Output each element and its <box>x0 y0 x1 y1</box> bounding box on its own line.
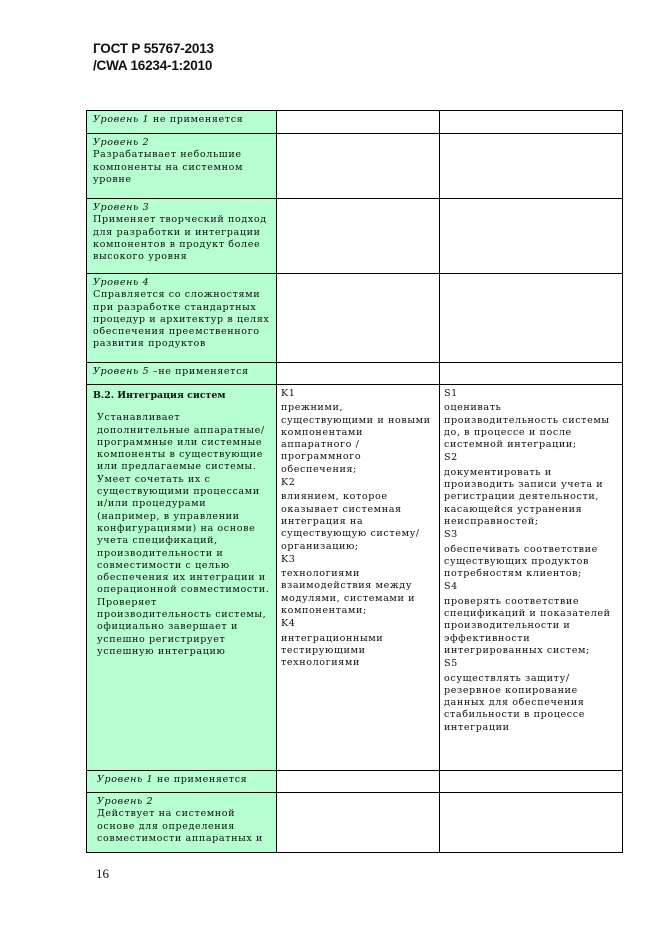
level-text: Действует на системной основе для определения совместимости аппаратных и <box>97 808 264 844</box>
knowledge-code: K1 <box>281 388 296 399</box>
skills-cell <box>440 385 623 771</box>
competence-table <box>86 110 623 853</box>
empty-cell <box>440 134 623 199</box>
empty-cell <box>277 363 440 385</box>
empty-cell <box>277 793 440 853</box>
skill-text: проверять соответствие спецификаций и показателей производительности и эффективности интегрированных систем; <box>444 595 611 656</box>
skill-code: S3 <box>444 529 458 541</box>
table-row <box>87 771 623 793</box>
level-text: Справляется со сложностями при разработке стандартных процедур и архитектур в целях обеспечения преемственного развития продуктов <box>93 289 270 350</box>
level-cell <box>87 111 277 134</box>
level-label: Уровень 2 <box>93 137 150 148</box>
empty-cell <box>440 771 623 793</box>
table-row <box>87 111 623 134</box>
standard-reference: /CWA 16234-1:2010 <box>93 58 213 73</box>
knowledge-text: технологиями взаимодействия между модулями, системами и компонентами; <box>281 568 416 617</box>
knowledge-text: интеграционными тестирующими технологиями <box>281 632 384 669</box>
level-cell <box>87 274 277 363</box>
empty-cell <box>440 274 623 363</box>
section-title: B.2. Интеграция систем <box>93 390 226 401</box>
standard-number: ГОСТ Р 55767-2013 <box>93 41 214 56</box>
skill-text: оценивать производительность системы до, в процессе и после системной интеграции; <box>444 402 610 451</box>
level-text: Применяет творческий подход для разработки и интеграции компонентов в продукт более высокого уровня <box>93 214 267 263</box>
level-label: Уровень 2 <box>97 796 154 807</box>
empty-cell <box>277 134 440 199</box>
level-label: Уровень 5 <box>93 366 150 377</box>
skill-code: S2 <box>444 452 458 464</box>
empty-cell <box>440 363 623 385</box>
level-label: Уровень 1 <box>93 114 150 125</box>
empty-cell <box>277 274 440 363</box>
knowledge-text: прежними, существующими и новыми компонентами аппаратного / программного обеспечения; <box>281 402 431 475</box>
table-row <box>87 199 623 274</box>
skill-text: осуществлять защиту/резервное копирование данных для обеспечения стабильности в процессе интеграции <box>444 672 586 733</box>
level-cell <box>87 199 277 274</box>
skill-code: S4 <box>444 581 458 593</box>
knowledge-code: K4 <box>281 618 296 630</box>
table-row <box>87 363 623 385</box>
table-row <box>87 274 623 363</box>
page-number: 16 <box>96 866 109 881</box>
empty-cell <box>277 771 440 793</box>
level-cell <box>87 363 277 385</box>
level-cell <box>87 771 277 793</box>
level-text: не применяется <box>153 774 248 785</box>
level-label: Уровень 3 <box>93 202 150 213</box>
knowledge-cell <box>277 385 440 771</box>
skill-code: S1 <box>444 388 458 399</box>
level-cell <box>87 793 277 853</box>
empty-cell <box>440 793 623 853</box>
empty-cell <box>440 111 623 134</box>
section-cell <box>87 385 277 771</box>
knowledge-text: влиянием, которое оказывает системная интеграция на существующую систему/организацию; <box>281 491 420 552</box>
level-cell <box>87 134 277 199</box>
knowledge-code: K2 <box>281 477 296 489</box>
level-label: Уровень 4 <box>93 277 150 288</box>
level-text: –не применяется <box>149 366 249 377</box>
empty-cell <box>277 199 440 274</box>
document-header <box>93 40 214 74</box>
knowledge-code: K3 <box>281 553 296 565</box>
empty-cell <box>277 111 440 134</box>
level-text: не применяется <box>149 114 244 125</box>
empty-cell <box>440 199 623 274</box>
table-row <box>87 793 623 853</box>
section-description: Устанавливает дополнительные аппаратные/программные или системные компоненты в существующие или предлагаемые системы. Умеет сочетать их с существующими процессами и/или процедурами (например, в управлении конфигурациями) на основе учета спецификаций, производительности и совместимости с целью обеспечения их интеграции и операционной совместимости. Проверяет производительность системы, официально завершает и успешно регистрирует успешную интеграцию <box>97 412 270 657</box>
skill-text: документировать и производить записи учета и регистрации деятельности, касающейся устранения неисправностей; <box>444 466 604 527</box>
skill-code: S5 <box>444 658 458 670</box>
level-label: Уровень 1 <box>97 774 154 785</box>
table-row-section <box>87 385 623 771</box>
level-text: Разрабатывает небольшие компоненты на системном уровне <box>93 149 244 185</box>
skill-text: обеспечивать соответствие существующих продуктов потребностям клиентов; <box>444 543 598 580</box>
table-row <box>87 134 623 199</box>
